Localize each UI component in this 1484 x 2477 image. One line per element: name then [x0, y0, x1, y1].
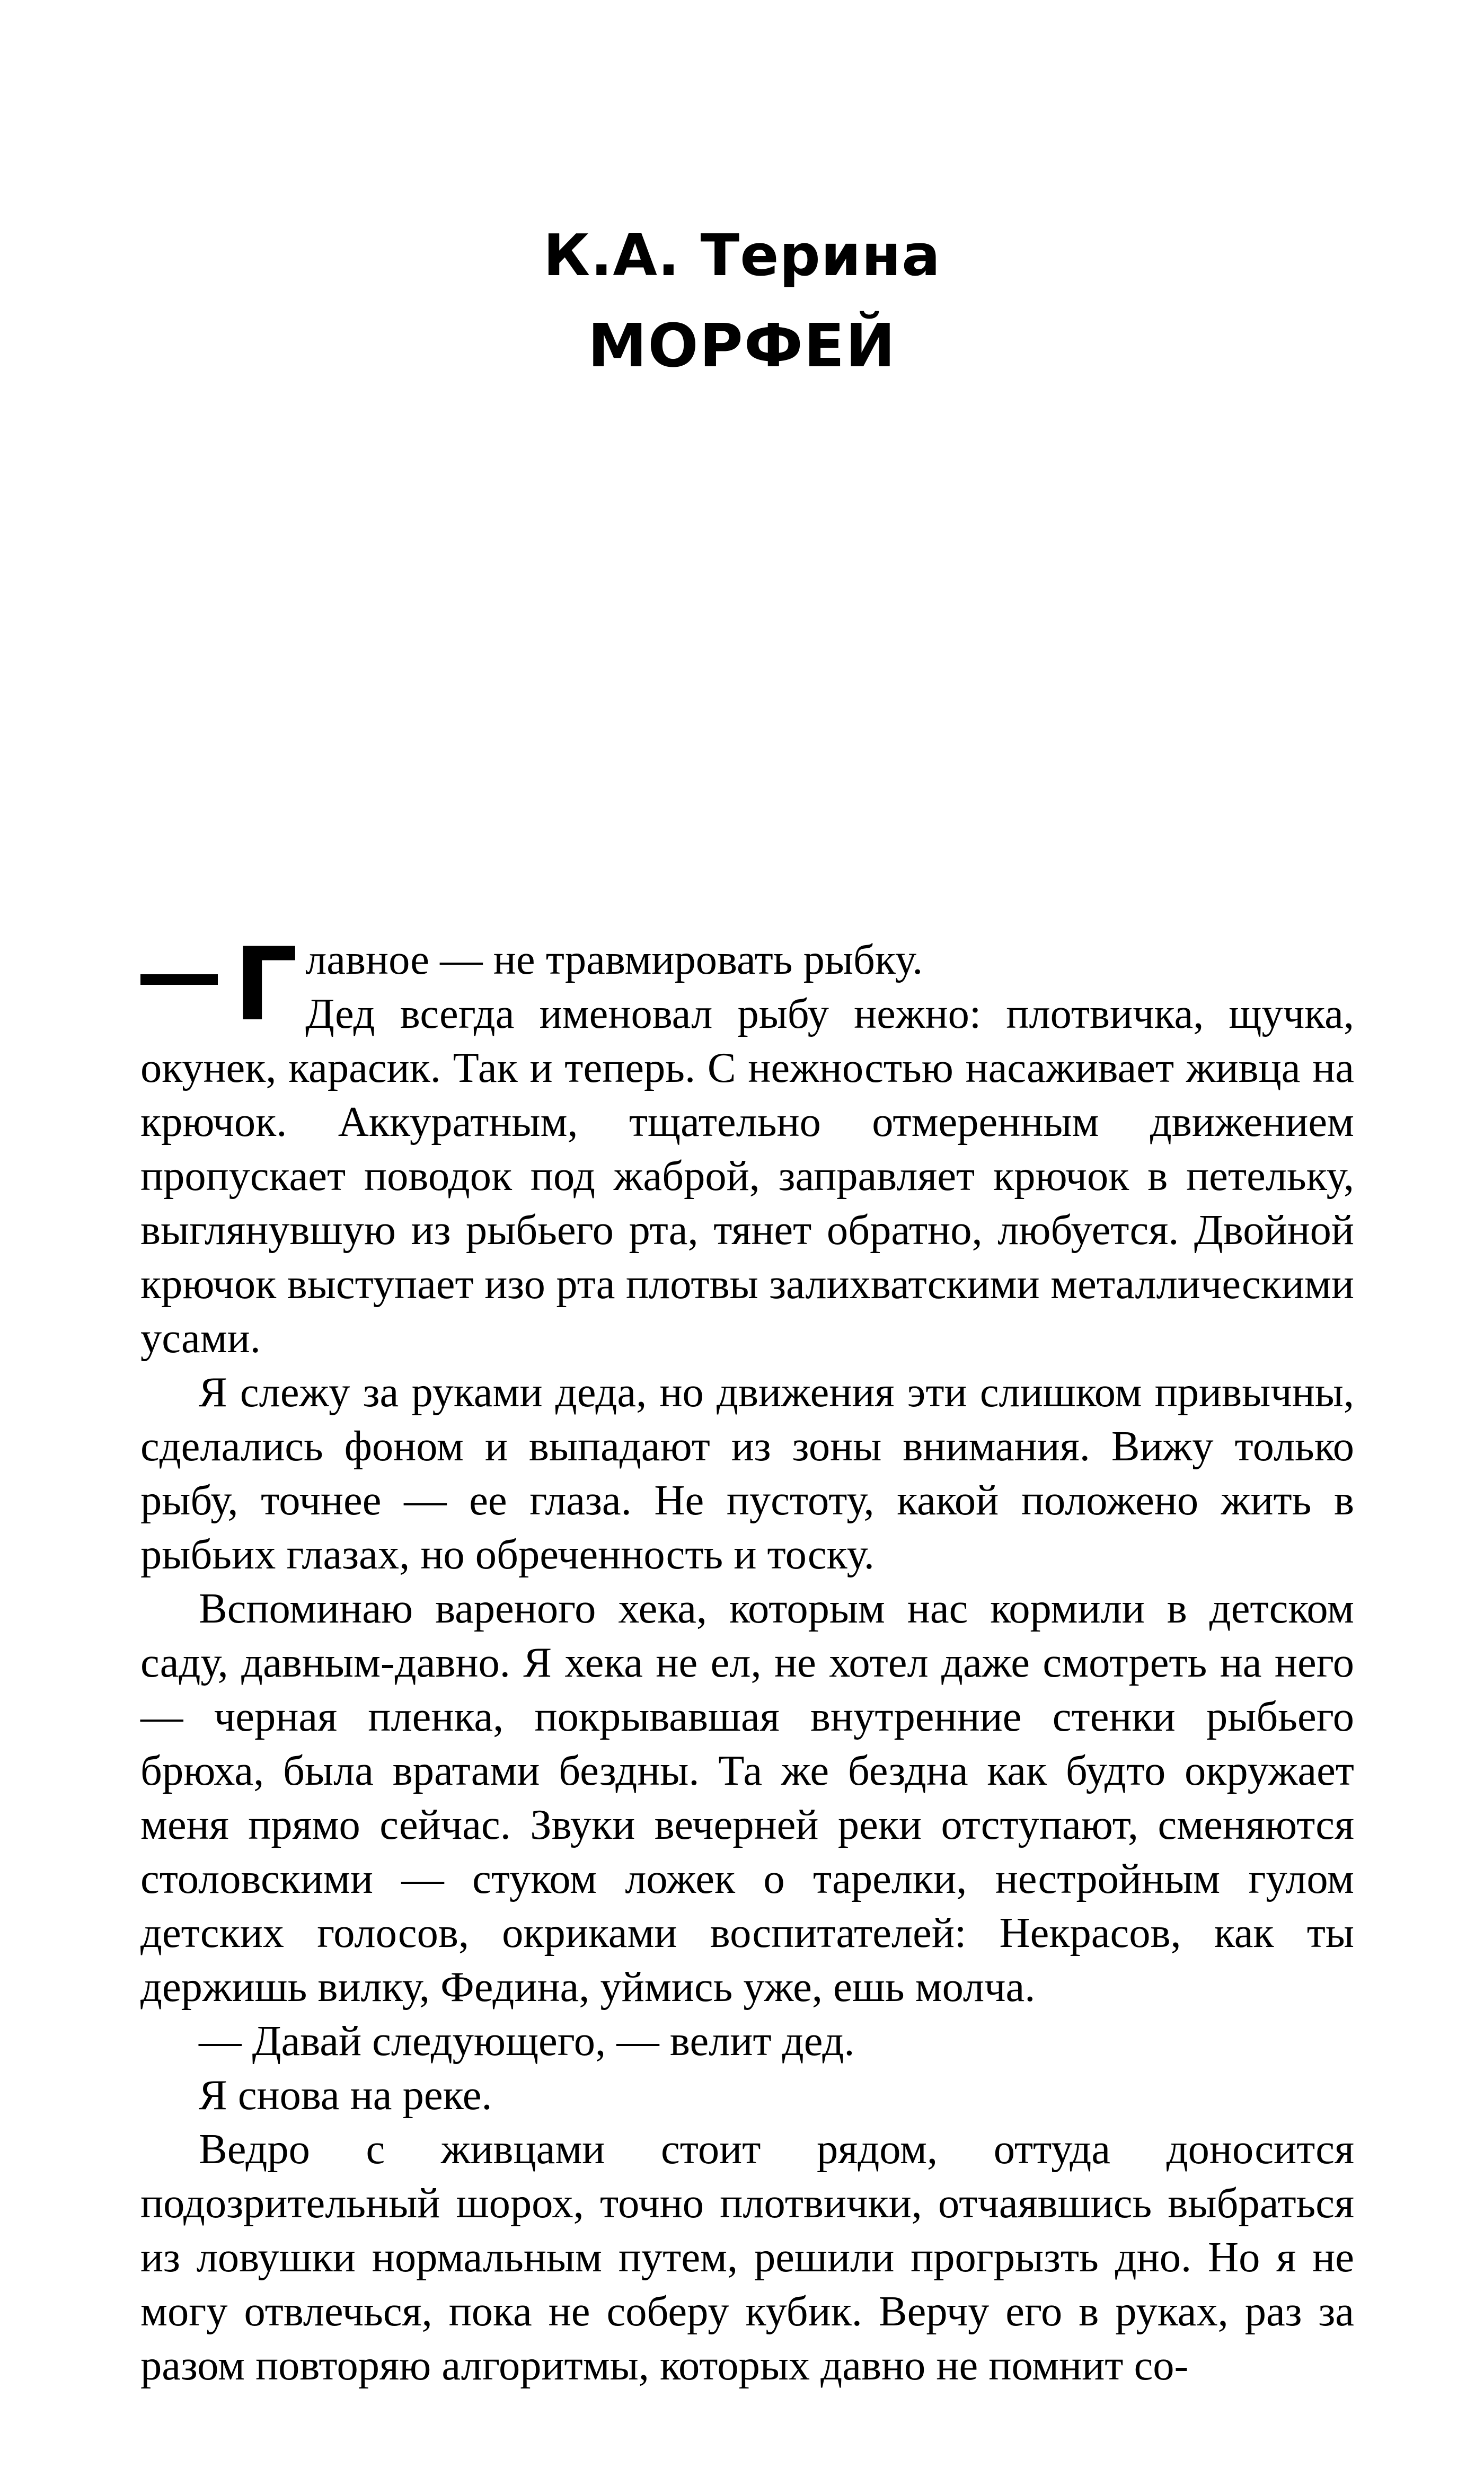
- opening-block: [140, 933, 1354, 1365]
- story-body: [140, 933, 1354, 2393]
- paragraph-2: Дед всегда именовал рыбу нежно: плотвичка, щучка, окунек, карасик. Так и теперь. С нежностью насаживает живца на крючок. Аккуратным, тщательно отмеренным движением пропускает поводок под жаброй, заправляет крючок в петельку, выглянувшую из рыбьего рта, тянет обратно, любуется. Двойной крючок выступает изо рта плотвы залихватскими металлическими усами.: [140, 990, 1354, 1362]
- paragraph-7: Ведро с живцами стоит рядом, оттуда доносится подозрительный шорох, точно плотвички, отчаявшись выбраться из ловушки нормальным путем, решили прогрызть дно. Но я не могу отвлечься, пока не соберу кубик. Верчу его в руках, раз за разом повторяю алгоритмы, которых давно не помнит со-: [140, 2126, 1354, 2389]
- author-name: К.А. Терина: [543, 223, 941, 289]
- paragraph-1: лавное — не травмировать рыбку.: [305, 936, 923, 983]
- drop-cap: Г: [234, 933, 298, 1043]
- paragraph-6: Я снова на реке.: [199, 2071, 492, 2119]
- paragraph-3: Я слежу за руками деда, но движения эти слишком привычны, сделались фоном и выпадают из зоны внимания. Вижу только рыбу, точнее — ее глаза. Не пустоту, какой положено жить в рыбьих глазах, но обреченность и тоску.: [140, 1369, 1354, 1578]
- paragraph-5: — Давай следующего, — велит дед.: [199, 2017, 855, 2065]
- dialogue-dash: [140, 974, 218, 985]
- story-title: МОРФЕЙ: [587, 312, 897, 381]
- paragraph-4: Вспоминаю вареного хека, которым нас кормили в детском саду, давным-давно. Я хека не ел, не хотел даже смотреть на него — черная пленка, покрывавшая внутренние стенки рыбьего брюха, была вратами бездны. Та же бездна как будто окружает меня прямо сейчас. Звуки вечерней реки отступают, сменяются столовскими — стуком ложек о тарелки, нестройным гулом детских голосов, окриками воспитателей: Некрасов, как ты держишь вилку, Федина, уймись уже, ешь молча.: [140, 1585, 1354, 2011]
